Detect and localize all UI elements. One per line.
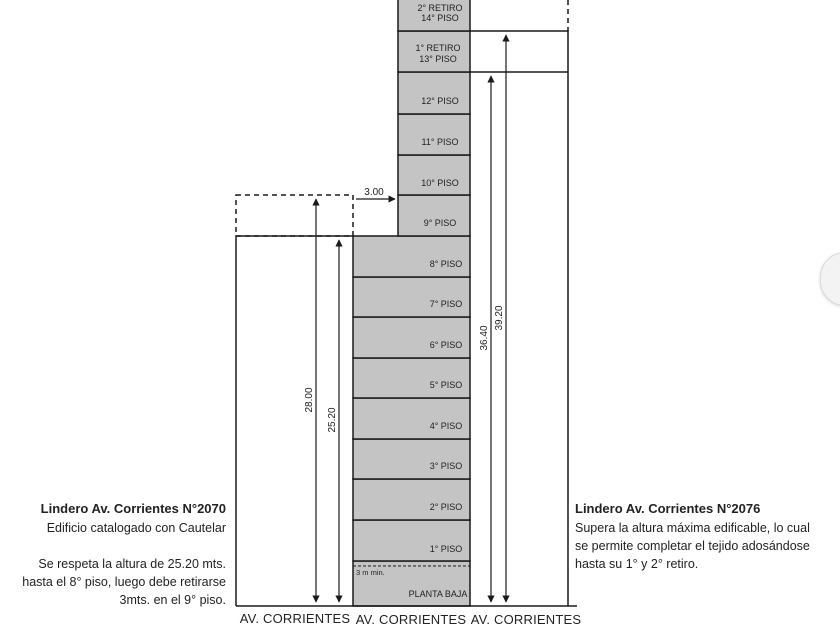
- floor-label-5: 5° PISO: [429, 380, 463, 390]
- retiro-1-label: 1° RETIRO: [415, 43, 461, 53]
- floor-label-11: 11° PISO: [421, 137, 459, 147]
- floor-11: [398, 114, 470, 155]
- right-note-title: Lindero Av. Corrientes N°2076: [575, 501, 761, 516]
- floor-label-12: 12° PISO: [421, 96, 459, 106]
- left-note-line1: Edificio catalogado con Cautelar: [46, 521, 226, 535]
- min-height-label: 3 m min.: [356, 568, 385, 577]
- street-label-center: AV. CORRIENTES: [355, 612, 467, 627]
- left-neighbor-building: [236, 195, 353, 606]
- street-label-left: AV. CORRIENTES: [239, 611, 351, 626]
- left-note-title: Lindero Av. Corrientes N°2070: [40, 501, 226, 516]
- floor-label-3: 3° PISO: [429, 461, 463, 471]
- floor-12: [398, 72, 470, 114]
- floor-3: [353, 439, 470, 479]
- street-label-right: AV. CORRIENTES: [470, 612, 582, 627]
- floor-label-7: 7° PISO: [429, 299, 463, 309]
- floor-10: [398, 155, 470, 195]
- dim-label-36: 36.40: [479, 325, 490, 351]
- floor-9: [398, 195, 470, 236]
- left-neighbor-note: [20, 500, 226, 609]
- left-note-line2: Se respeta la altura de 25.20 mts. hasta el 8° piso, luego debe retirarse 3mts. en el 9° piso.: [22, 557, 226, 607]
- dim-label-28: 28.00: [304, 387, 315, 413]
- floor-label-1: 1° PISO: [429, 544, 463, 554]
- floor-4: [353, 398, 470, 439]
- dim-label-25: 25.20: [327, 407, 338, 433]
- floor-2: [353, 479, 470, 520]
- floor-1: [353, 520, 470, 561]
- floor-label-10: 10° PISO: [421, 178, 459, 188]
- floor-label-8: 8° PISO: [429, 259, 463, 269]
- floor-label-planta-baja: PLANTA BAJA: [408, 589, 468, 599]
- right-note-line1: Supera la altura máxima edificable, lo cual se permite completar el tejido adosándose hasta su 1° y 2° retiro.: [575, 521, 810, 571]
- floor-7: [353, 277, 470, 317]
- floor-6: [353, 317, 470, 358]
- main-building: [353, 0, 470, 606]
- floor-label-4: 4° PISO: [429, 421, 463, 431]
- floor-label-9: 9° PISO: [423, 218, 457, 228]
- floor-5: [353, 358, 470, 398]
- dim-label-39: 39.20: [494, 305, 505, 331]
- retiro-2-label: 2° RETIRO: [417, 3, 463, 13]
- floor-label-6: 6° PISO: [429, 340, 463, 350]
- floor-label-2: 2° PISO: [429, 502, 463, 512]
- dim-label-setback: 3.00: [364, 187, 384, 198]
- retiro-2-floor-label: 14° PISO: [421, 13, 459, 23]
- right-neighbor-building: [470, 0, 568, 606]
- floor-8: [353, 236, 470, 277]
- retiro-1-floor-label: 13° PISO: [419, 54, 457, 64]
- right-neighbor-note: [575, 500, 820, 573]
